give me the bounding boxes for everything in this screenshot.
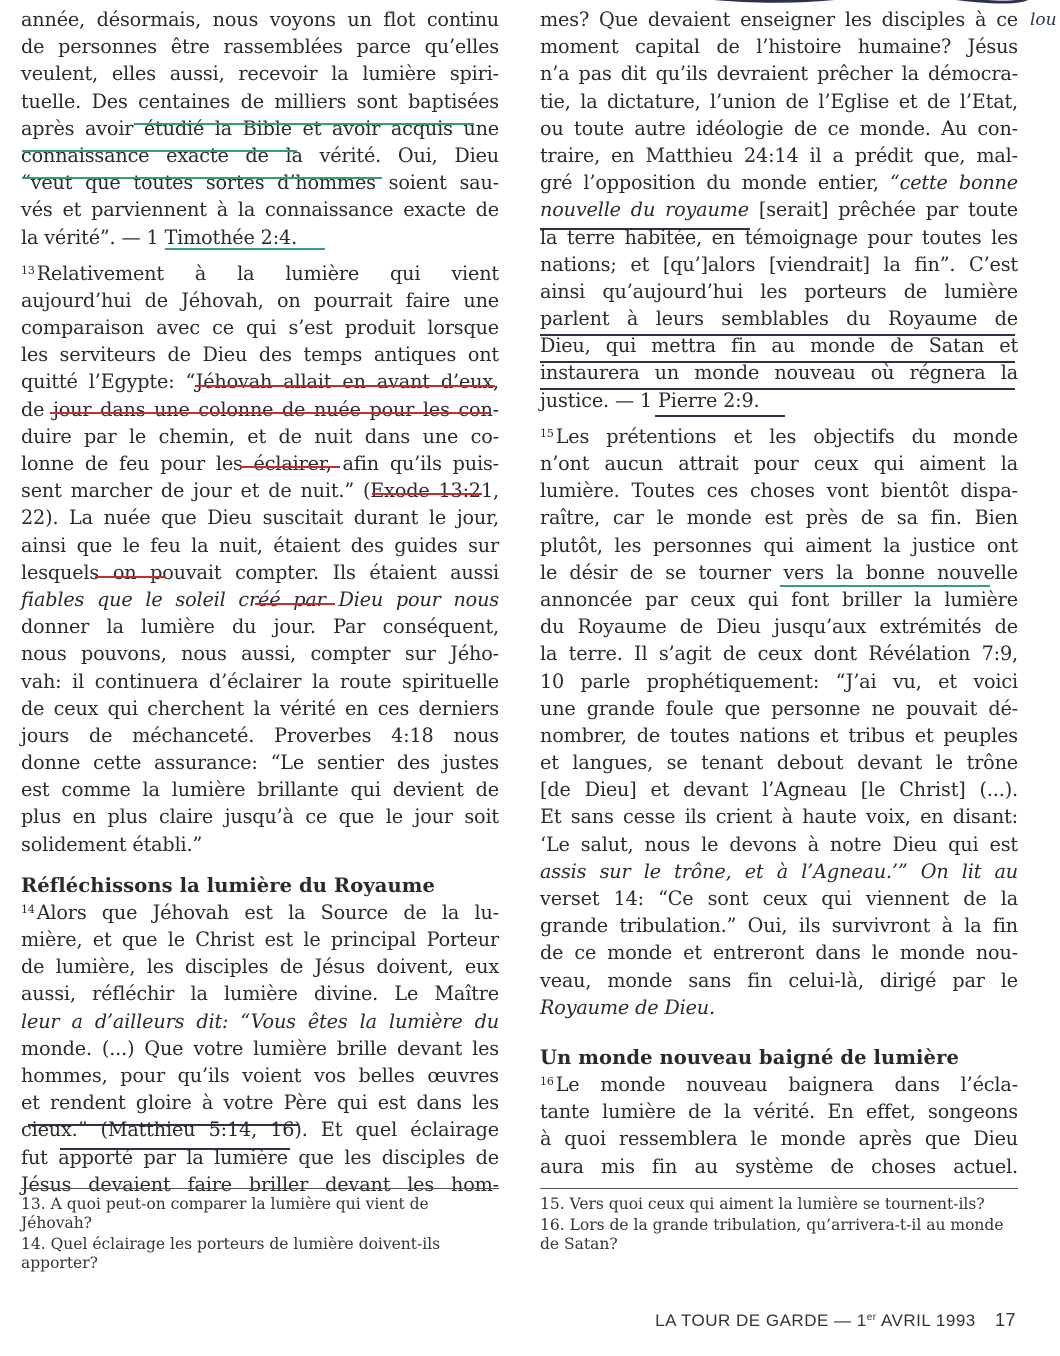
magazine-name: LA TOUR DE GARDE — [655,1311,852,1330]
text-segment: parlent à leurs semblables du Royaume de [540,307,1018,331]
text-segment: les serviteurs de Dieu des temps antiques ont [21,343,499,367]
text-line [540,115,1018,142]
text-segment: de jour dans une colonne de nuée pour les con- [21,397,499,421]
text-line [540,196,1018,223]
text-line [540,1098,1018,1125]
text-line [21,314,499,341]
text-line [21,640,499,667]
pen-underline [60,1148,290,1150]
text-line [540,831,1018,858]
text-line [21,953,499,980]
text-line [540,586,1018,613]
text-line [21,803,499,830]
pen-underline [655,415,785,417]
pen-underline [28,1124,298,1126]
text-segment: nombrer, de toutes nations et tribus et peuples [540,723,1018,747]
pen-underline [255,603,335,605]
text-line [21,1035,499,1062]
text-segment: ‘Le salut, nous le devons à notre Dieu qui est [540,832,1018,856]
text-segment: traire, en Matthieu 24:14 il a prédit que, mal- [540,143,1018,167]
text-segment: connaissance exacte de la vérité. Oui, Dieu [21,143,499,167]
text-segment: est comme la lumière brillante qui devient de [21,778,499,802]
text-segment: de ceux qui cherchent la vérité en ces derniers [21,696,499,720]
text-line [540,532,1018,559]
pen-underline [270,177,380,179]
pen-underline [95,576,165,578]
pen-underline [22,150,297,152]
text-segment: 10 parle prophétiquement: “J’ai vu, et voici [540,669,1018,693]
footnote-16: 16. Lors de la grande tribulation, qu’arrivera-t-il au monde de Satan? [540,1216,1004,1253]
text-line [540,994,1018,1021]
text-line [540,251,1018,278]
text-segment: le désir de se tourner vers la bonne nouvelle [540,560,1018,584]
text-line [21,749,499,776]
text-segment: donner la lumière du jour. Par conséquent, [21,615,499,639]
text-segment: “veut que toutes sortes d’hommes soient sau- [21,171,499,195]
text-line [21,1008,499,1035]
text-line [540,142,1018,169]
text-line [540,450,1018,477]
text-segment: de personnes être rassemblées parce qu’elles [21,35,499,59]
text-line [21,450,499,477]
text-segment: instaurera un monde nouveau où régnera la [540,361,1018,385]
text-line [21,423,499,450]
italic-segment: nouvelle du royaume [540,198,749,222]
section-heading: Un monde nouveau baigné de lumière [540,1045,959,1069]
text-segment: ou toute autre idéologie de ce monde. Au con- [540,116,1018,140]
text-line [540,1125,1018,1152]
text-line [21,559,499,586]
text-line [540,722,1018,749]
page-number: 17 [994,1310,1016,1330]
text-segment: gré l’opposition du monde entier, [540,171,879,195]
text-segment: tante lumière de la vérité. En effet, songeons [540,1100,1018,1124]
text-line [540,613,1018,640]
paragraph-number: 13 [21,263,35,277]
text-segment: aura mis fin au système de choses actuel. [540,1154,1018,1178]
text-segment: mière, et que le Christ est le principal Porteur [21,928,499,951]
text-line [21,260,499,287]
text-line [540,169,1018,196]
text-line [21,33,499,60]
section-heading: Réfléchissons la lumière du Royaume [21,873,436,897]
text-segment: monde. (...) Que votre lumière brille devant les [21,1036,499,1060]
pen-underline [372,493,482,495]
text-line [540,939,1018,966]
text-segment: mes? Que devaient enseigner les disciples à ce [540,8,1018,31]
text-line [540,858,1018,885]
text-line [21,196,499,223]
text-line [540,668,1018,695]
italic-segment: fiables que le soleil créé par Dieu pour nous [21,587,499,611]
paragraph-number: 15 [540,426,554,440]
top-pen-scribble [600,0,1030,6]
pen-underline [134,123,474,125]
text-line [540,559,1018,586]
text-segment: moment capital de l’histoire humaine? Jésus [540,35,1018,59]
text-segment: grande tribulation.” Oui, ils survivront à la fin [540,914,1018,938]
text-segment: la terre habitée, en témoignage pour toutes les [540,225,1018,249]
text-line [21,504,499,531]
text-line [21,668,499,695]
footnote-15: 15. Vers quoi ceux qui aiment la lumière se tournent-ils? [540,1195,985,1213]
text-line [540,305,1018,332]
text-segment: n’ont aucun attrait pour ceux qui aiment la [540,452,1018,475]
text-line [540,640,1018,667]
text-segment: raître, car le monde est près de sa fin. Bien [540,506,1018,530]
text-segment: duire par le chemin, et de nuit dans une co- [21,424,499,448]
text-segment: et rendent gloire à votre Père qui est dans les [21,1091,499,1115]
text-line [21,1116,499,1143]
text-segment: [serait] prêchée par toute [758,198,1018,222]
text-line [540,6,1018,33]
text-segment: après avoir étudié la Bible et avoir acquis une [21,116,499,140]
text-line [21,6,499,33]
text-line [540,803,1018,830]
paragraph-number: 14 [21,902,35,916]
text-line [540,967,1018,994]
text-segment: à quoi ressemblera le monde après que Dieu [540,1127,1018,1151]
text-segment: Dieu, qui mettra fin au monde de Satan et [540,334,1018,358]
text-segment: annoncée par ceux qui font briller la lumière [540,587,1018,611]
text-line [21,477,499,504]
text-line [540,695,1018,722]
text-segment: fut apporté par la lumière que les disciples de [21,1145,499,1169]
text-line [21,722,499,749]
text-line [540,33,1018,60]
text-segment: et langues, se tenant debout devant le trône [540,751,1018,775]
footnote-13: 13. A quoi peut-on comparer la lumière qui vient de Jéhovah? [21,1195,429,1232]
right-column [540,6,1018,1180]
text-line [21,396,499,423]
pen-underline [195,385,495,387]
text-segment: 22). La nuée que Dieu suscitait durant le jour, [21,506,499,530]
text-segment: vah: il continuera d’éclairer la route spirituelle [21,669,499,693]
text-segment: veulent, elles aussi, recevoir la lumière spiri- [21,62,499,86]
text-segment: nous pouvons, nous aussi, compter sur Jého- [21,642,499,666]
text-segment: aussi, réfléchir la lumière divine. Le Maître [21,982,499,1006]
text-line [540,359,1018,386]
text-line [21,926,499,953]
issue-month-year: AVRIL 1993 [880,1311,976,1330]
text-line [21,142,499,169]
text-segment: tie, la dictature, l’union de l’Eglise et de l’Etat, [540,89,1018,113]
text-segment: donne cette assurance: “Le sentier des justes [21,751,499,775]
text-line [21,831,499,858]
pen-underline [540,361,1015,363]
text-segment: vés et parviennent à la connaissance exacte de [21,198,499,222]
text-line [21,115,499,142]
text-line [540,504,1018,531]
text-segment: aujourd’hui de Jéhovah, on pourrait faire une [21,288,499,312]
text-segment: de lumière, les disciples de Jésus doivent, eux [21,955,499,979]
issue-day-suffix: er [866,1312,877,1323]
text-segment: quitté l’Egypte: “Jéhovah allait en avant d’eux, [21,370,499,394]
text-line [21,613,499,640]
text-line [21,287,499,314]
text-line [540,387,1018,414]
text-line [540,423,1018,450]
text-line [540,776,1018,803]
text-segment: Relativement à la lumière qui vient [36,261,499,285]
pen-underline [240,466,340,468]
text-segment: lonne de feu pour les éclairer, afin qu’ils puis- [21,452,499,475]
text-segment: [de Dieu] et devant l’Agneau [le Christ] (...). [540,778,1018,802]
text-segment: de ce monde et entreront dans le monde nou- [540,941,1018,965]
text-line [540,278,1018,305]
text-segment: Le monde nouveau baignera dans l’écla- [555,1072,1018,1096]
text-segment: lesquels on pouvait compter. Ils étaient aussi [21,560,499,584]
italic-segment: leur a d’ailleurs dit: [21,1009,229,1033]
text-segment: n’a pas dit qu’ils devraient prêcher la démocra- [540,62,1018,86]
italic-segment: On lit au [920,859,1019,883]
italic-segment: assis sur le trône, et à l’Agneau.’” [540,859,908,883]
text-line [21,532,499,559]
text-segment: hommes, pour qu’ils voient vos belles œuvres [21,1063,499,1087]
pen-underline [540,388,1015,390]
text-line [21,224,499,251]
text-segment: sent marcher de jour et de nuit.” (Exode 13:21, [21,479,499,503]
italic-segment: “Vous êtes la lumière du [240,1009,500,1033]
text-segment: ainsi que le feu la nuit, étaient des guides sur [21,533,499,557]
text-line [21,169,499,196]
text-line [21,368,499,395]
text-line [21,899,499,926]
pen-underline [780,585,990,587]
text-segment: tuelle. Des centaines de milliers sont baptisées [21,89,499,113]
text-segment: jours de méchanceté. Proverbes 4:18 nous [21,723,499,747]
text-line [21,776,499,803]
paragraph-number: 16 [540,1074,554,1088]
page-footer [655,1310,1016,1331]
text-segment: cieux.” (Matthieu 5:14, 16). Et quel éclairage [21,1118,499,1142]
text-segment: la terre. Il s’agit de ceux dont Révélation 7:9, [540,642,1018,666]
footnote-14: 14. Quel éclairage les porteurs de lumière doivent-ils apporter? [21,1235,441,1272]
text-line [540,1153,1018,1180]
pen-underline [165,248,325,250]
text-segment: plus en plus claire jusqu’à ce que le jour soit [21,805,499,829]
text-segment: verset 14: “Ce sont ceux qui viennent de la [540,887,1018,910]
text-segment: nations; et [qu’]alors [viendrait] la fin”. C’est [540,252,1018,276]
text-line [21,980,499,1007]
text-segment: plutôt, les personnes qui aiment la justice ont [540,533,1018,557]
pen-underline [50,412,490,414]
handwritten-margin-note: lou [1030,10,1057,30]
text-line [21,60,499,87]
footnotes-right [540,1188,1018,1256]
text-segment: justice. — 1 Pierre 2:9. [540,388,760,412]
text-line [21,1089,499,1116]
text-line [21,586,499,613]
italic-segment: “cette bonne [889,171,1018,195]
text-line [540,1071,1018,1098]
issue-day: 1 [856,1311,867,1330]
text-segment: une grande foule que personne ne pouvait dé- [540,696,1018,720]
text-segment: la vérité”. — 1 Timothée 2:4. [21,225,298,249]
text-line [540,477,1018,504]
text-line [540,88,1018,115]
text-line [540,332,1018,359]
text-line [540,749,1018,776]
italic-segment: Royaume de Dieu. [540,995,715,1019]
text-segment: solidement établi.” [21,832,203,856]
text-segment: lumière. Toutes ces choses vont bientôt dispa- [540,479,1018,503]
text-line [540,60,1018,87]
text-segment: année, désormais, nous voyons un flot continu [21,8,499,31]
text-line [21,88,499,115]
left-column [21,6,499,1198]
text-segment: du Royaume de Dieu jusqu’aux extrémités de [540,615,1018,639]
pen-underline [540,228,750,230]
pen-underline [540,334,1015,336]
text-line [540,885,1018,912]
text-segment: Et sans cesse ils crient à haute voix, en disant: [540,805,1018,829]
footnotes-left [21,1188,499,1275]
text-segment: Les prétentions et les objectifs du monde [555,424,1018,448]
text-line [21,341,499,368]
text-segment: ainsi qu’aujourd’hui les porteurs de lumière [540,279,1018,303]
text-segment: Jésus devaient faire briller devant les hom- [21,1172,499,1196]
text-line [21,1062,499,1089]
text-segment: veau, monde sans fin celui-là, dirigé par le [540,968,1018,992]
text-line [21,695,499,722]
text-segment: Alors que Jéhovah est la Source de la lu- [36,900,499,924]
text-line [540,912,1018,939]
text-segment: comparaison avec ce qui s’est produit lorsque [21,316,499,340]
